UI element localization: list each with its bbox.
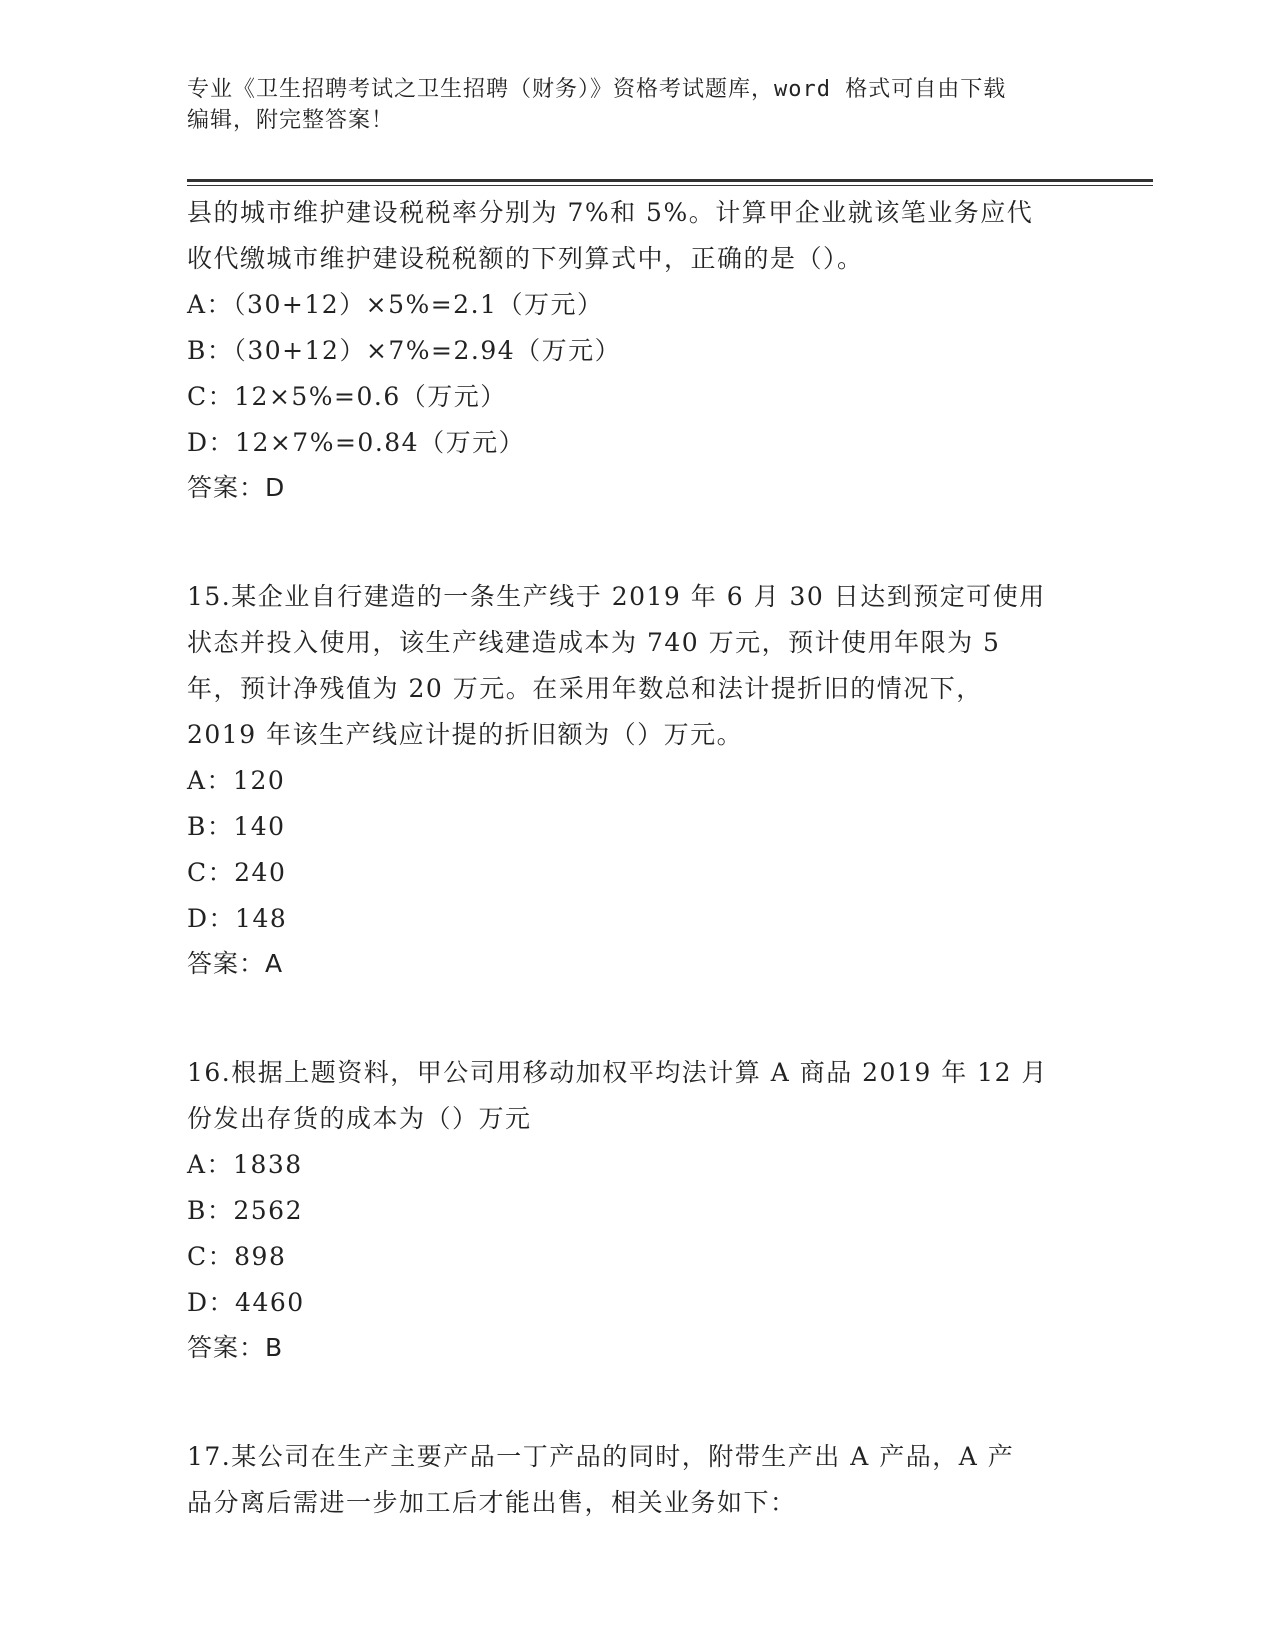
option-b: B：（30+12）×7%=2.94（万元） bbox=[187, 336, 622, 365]
question-16 bbox=[187, 1050, 1087, 1370]
option-b: B：2562 bbox=[187, 1196, 303, 1225]
question-text-line: 份发出存货的成本为（）万元 bbox=[187, 1104, 532, 1133]
option-c: C：240 bbox=[187, 858, 287, 887]
question-17 bbox=[187, 1434, 1087, 1526]
question-text-line: 15.某企业自行建造的一条生产线于 2019 年 6 月 30 日达到预定可使用 bbox=[187, 582, 1046, 611]
question-text-line: 年，预计净残值为 20 万元。在采用年数总和法计提折旧的情况下， bbox=[187, 674, 983, 703]
option-a: A：120 bbox=[187, 766, 286, 795]
option-c: C：898 bbox=[187, 1242, 287, 1271]
option-a: A：（30+12）×5%=2.1（万元） bbox=[187, 290, 604, 319]
header-line-1: 专业《卫生招聘考试之卫生招聘（财务）》资格考试题库，word 格式可自由下载 bbox=[187, 77, 1007, 102]
answer-label: 答案：B bbox=[187, 1333, 284, 1362]
option-a: A：1838 bbox=[187, 1150, 303, 1179]
question-text-line: 状态并投入使用，该生产线建造成本为 740 万元，预计使用年限为 5 bbox=[187, 628, 1001, 657]
question-text-line: 2019 年该生产线应计提的折旧额为（）万元。 bbox=[187, 720, 744, 749]
header-divider-thin bbox=[187, 185, 1153, 186]
option-d: D：12×7%=0.84（万元） bbox=[187, 428, 526, 457]
question-text-line: 收代缴城市维护建设税税额的下列算式中，正确的是（）。 bbox=[187, 244, 864, 273]
question-list bbox=[187, 190, 1087, 1526]
answer-label: 答案：A bbox=[187, 949, 284, 978]
option-c: C：12×5%=0.6（万元） bbox=[187, 382, 507, 411]
document-header bbox=[187, 74, 1087, 136]
header-divider-thick bbox=[187, 179, 1153, 182]
question-text-line: 16.根据上题资料，甲公司用移动加权平均法计算 A 商品 2019 年 12 月 bbox=[187, 1058, 1048, 1087]
header-line-2: 编辑，附完整答案！ bbox=[187, 108, 395, 133]
question-text-line: 17.某公司在生产主要产品一丁产品的同时，附带生产出 A 产品，A 产 bbox=[187, 1442, 1015, 1471]
question-text-line: 县的城市维护建设税税率分别为 7%和 5%。计算甲企业就该笔业务应代 bbox=[187, 198, 1034, 227]
question-14-continued bbox=[187, 190, 1087, 510]
option-b: B：140 bbox=[187, 812, 286, 841]
option-d: D：4460 bbox=[187, 1288, 305, 1317]
question-text-line: 品分离后需进一步加工后才能出售，相关业务如下： bbox=[187, 1488, 797, 1517]
answer-label: 答案：D bbox=[187, 473, 286, 502]
option-d: D：148 bbox=[187, 904, 288, 933]
question-15 bbox=[187, 574, 1087, 986]
